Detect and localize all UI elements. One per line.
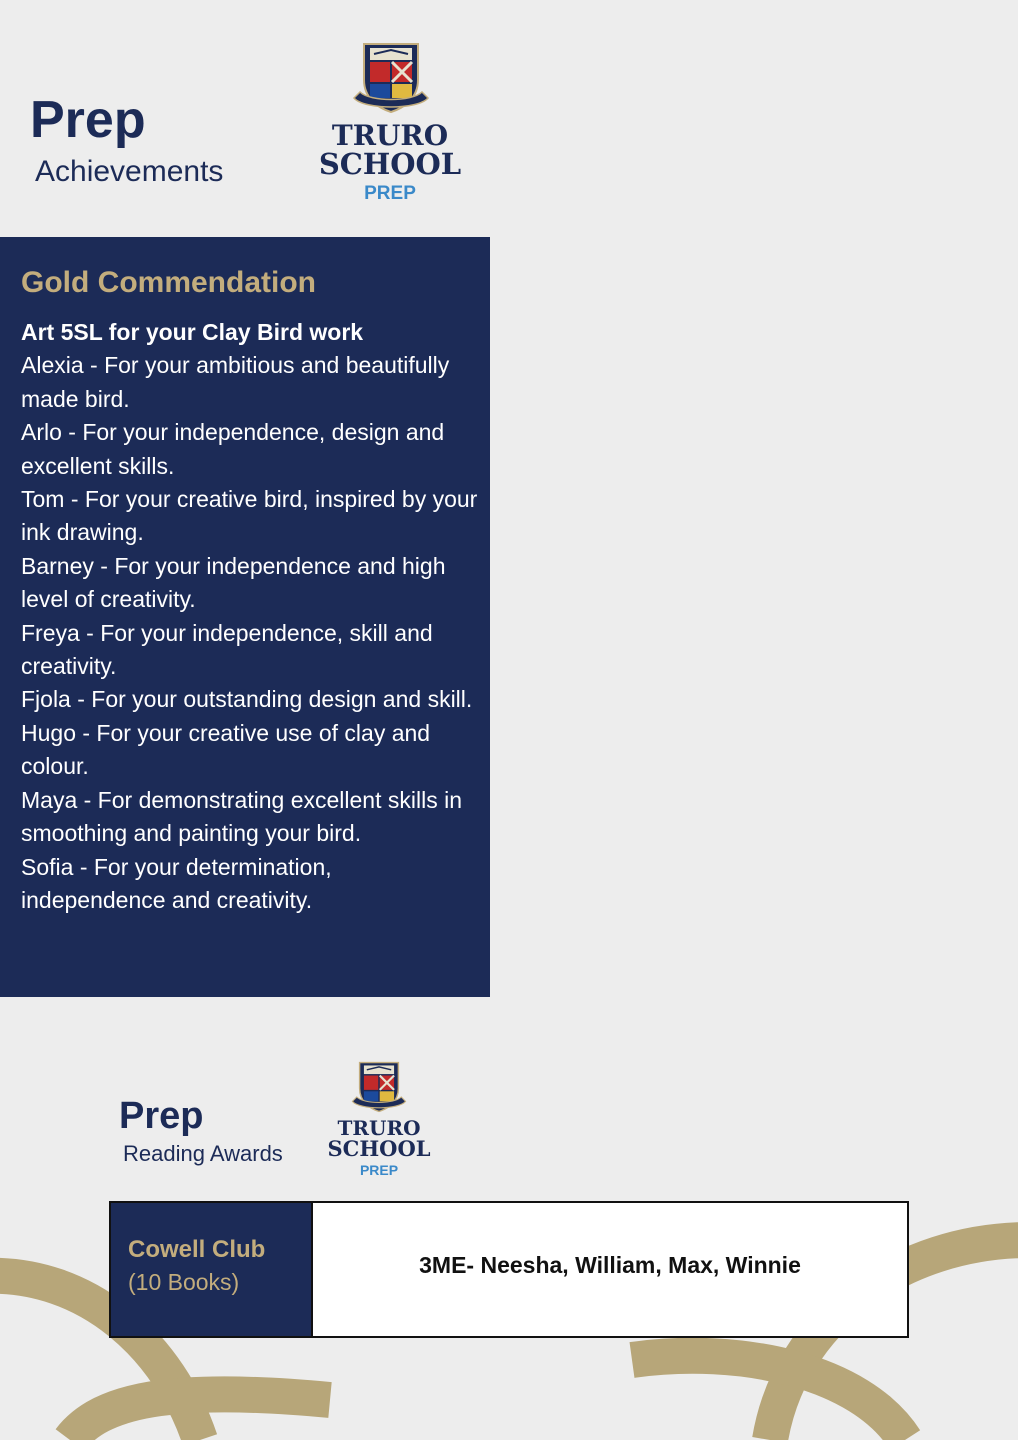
commendation-entry: Tom - For your creative bird, inspired by your ink drawing. xyxy=(21,486,478,546)
commendation-subheading: Art 5SL for your Clay Bird work xyxy=(21,319,364,345)
commendation-heading: Gold Commendation xyxy=(21,266,316,299)
logo-line-prep: PREP xyxy=(364,183,416,204)
club-name: Cowell Club xyxy=(128,1236,266,1263)
logo-line-truro: TRURO xyxy=(337,1116,421,1140)
logo-line-school: SCHOOL xyxy=(318,147,462,181)
page-title: Prep xyxy=(30,91,146,149)
reading-award-table xyxy=(109,1201,909,1338)
commendation-entry: Hugo - For your creative use of clay and colour. xyxy=(21,719,431,780)
logo-line-prep: PREP xyxy=(359,1162,399,1178)
reading-title: Prep xyxy=(119,1095,204,1137)
crest-icon xyxy=(351,1059,407,1115)
commendation-entry: Freya - For your independence, skill and creativity. xyxy=(21,619,433,680)
commendation-body xyxy=(21,316,481,917)
award-club-cell xyxy=(111,1203,313,1336)
commendation-entry: Barney - For your independence and high level of creativity. xyxy=(21,552,446,613)
commendation-entry: Alexia - For your ambitious and beautifully made bird. xyxy=(21,352,450,412)
commendation-entry: Arlo - For your independence, design and excellent skills. xyxy=(21,419,445,479)
reading-subtitle: Reading Awards xyxy=(123,1141,283,1166)
commendation-entry: Sofia - For your determination, independence and creativity. xyxy=(21,853,332,913)
award-names-cell xyxy=(313,1203,907,1336)
commendation-entry: Maya - For demonstrating excellent skills in smoothing and painting your bird. xyxy=(21,786,462,847)
award-names: 3ME- Neesha, William, Max, Winnie xyxy=(419,1252,801,1278)
logo-line-school: SCHOOL xyxy=(327,1136,431,1161)
crest-icon xyxy=(352,40,430,116)
commendation-entry: Fjola - For your outstanding design and skill. xyxy=(21,686,473,713)
logo-line-truro: TRURO xyxy=(331,119,449,152)
club-books: (10 Books) xyxy=(128,1269,240,1295)
page-subtitle: Achievements xyxy=(35,155,224,188)
